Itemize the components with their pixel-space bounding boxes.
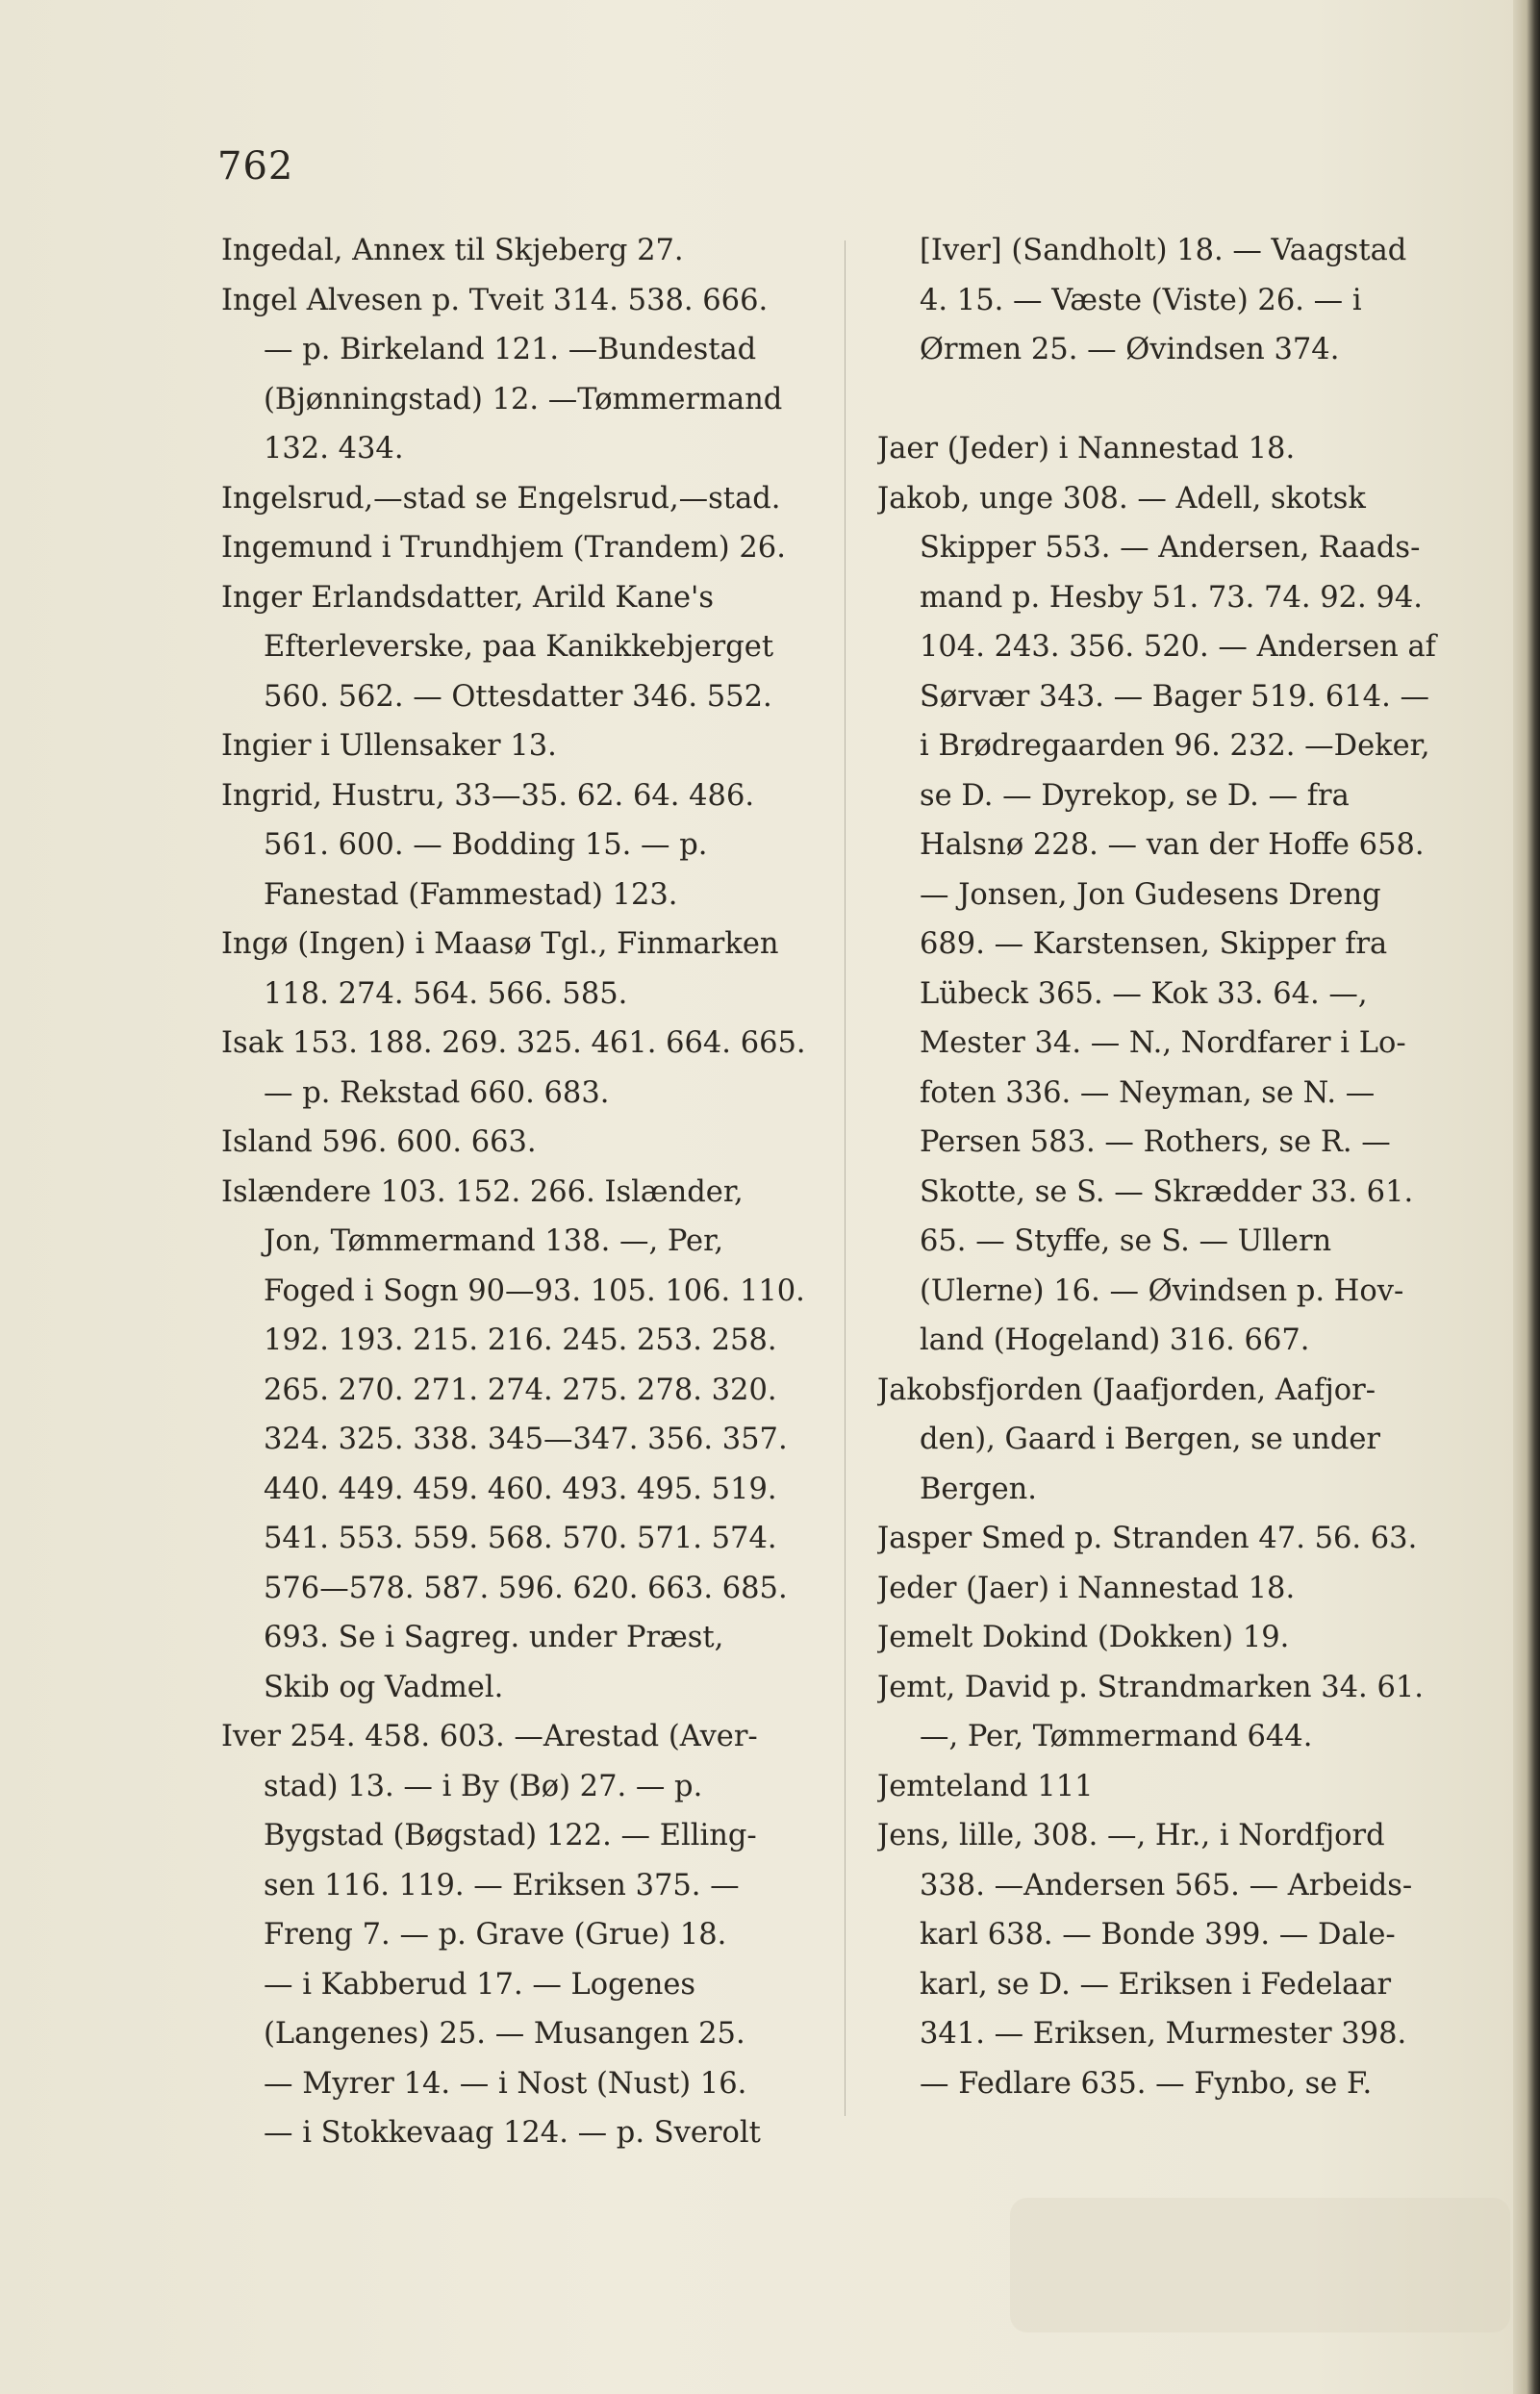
index-column-right (877, 226, 1493, 2108)
index-line: Jakob, unge 308. — Adell, skotsk (877, 481, 1366, 516)
index-line: — Jonsen, Jon Gudesens Dreng (920, 877, 1381, 912)
index-line: land (Hogeland) 316. 667. (920, 1323, 1310, 1357)
index-line: Skotte, se S. — Skrædder 33. 61. (920, 1174, 1414, 1209)
index-line: [Iver] (Sandholt) 18. — Vaagstad (920, 234, 1407, 267)
index-line: Skipper 553. — Andersen, Raads- (920, 531, 1421, 565)
index-line: 65. — Styffe, se S. — Ullern (920, 1224, 1332, 1258)
index-line: Islændere 103. 152. 266. Islænder, (221, 1174, 744, 1209)
index-line: karl 638. — Bonde 399. — Dale- (920, 1918, 1396, 1952)
index-line: 338. —Andersen 565. — Arbeids- (920, 1868, 1413, 1903)
index-line: Jasper Smed p. Stranden 47. 56. 63. (877, 1522, 1418, 1555)
index-line: Jemteland 111 (877, 1769, 1094, 1803)
index-line: se D. — Dyrekop, se D. — fra (920, 778, 1350, 813)
index-line: Lübeck 365. — Kok 33. 64. —, (920, 976, 1368, 1011)
index-line: — Myrer 14. — i Nost (Nust) 16. (264, 2066, 747, 2101)
index-line: 576—578. 587. 596. 620. 663. 685. (264, 1571, 788, 1605)
index-line: 440. 449. 459. 460. 493. 495. 519. (264, 1472, 777, 1506)
index-line: Ingemund i Trundhjem (Trandem) 26. (221, 531, 786, 565)
page-edge (1513, 0, 1540, 2394)
index-line: — i Kabberud 17. — Logenes (264, 1967, 696, 2002)
index-column-left (221, 226, 837, 2158)
index-line: 560. 562. — Ottesdatter 346. 552. (264, 679, 772, 714)
index-line: — Fedlare 635. — Fynbo, se F. (920, 2066, 1373, 2101)
index-line: 693. Se i Sagreg. under Præst, (264, 1621, 724, 1654)
index-line: 561. 600. — Bodding 15. — p. (264, 828, 708, 862)
index-line: den), Gaard i Bergen, se under (920, 1423, 1380, 1456)
index-line: Fanestad (Fammestad) 123. (264, 877, 678, 912)
index-line: 4. 15. — Væste (Viste) 26. — i (920, 283, 1362, 317)
page-number: 762 (217, 144, 294, 189)
index-line: (Bjønningstad) 12. —Tømmermand (264, 382, 783, 416)
index-line: Foged i Sogn 90—93. 105. 106. 110. (264, 1273, 805, 1308)
index-line: Jakobsfjorden (Jaafjorden, Aafjor- (877, 1373, 1376, 1407)
index-line: Jaer (Jeder) i Nannestad 18. (877, 432, 1296, 466)
index-line: sen 116. 119. — Eriksen 375. — (264, 1868, 740, 1903)
index-line: Ingrid, Hustru, 33—35. 62. 64. 486. (221, 778, 755, 813)
index-line: foten 336. — Neyman, se N. — (920, 1075, 1376, 1110)
index-line: 324. 325. 338. 345—347. 356. 357. (264, 1423, 788, 1456)
index-line: Persen 583. — Rothers, se R. — (920, 1125, 1391, 1159)
index-line: Ingelsrud,—stad se Engelsrud,—stad. (221, 481, 781, 516)
index-spacer (877, 375, 1493, 425)
paper-stain (1010, 2198, 1510, 2332)
index-line: i Brødregaarden 96. 232. —Deker, (920, 729, 1430, 763)
index-line: Ørmen 25. — Øvindsen 374. (920, 333, 1340, 366)
index-line: Jeder (Jaer) i Nannestad 18. (877, 1571, 1296, 1605)
index-line: mand p. Hesby 51. 73. 74. 92. 94. (920, 580, 1423, 615)
index-line: 192. 193. 215. 216. 245. 253. 258. (264, 1323, 777, 1357)
index-line: Bergen. (920, 1472, 1037, 1506)
index-line: Ingø (Ingen) i Maasø Tgl., Finmarken (221, 927, 779, 961)
index-line: Ingel Alvesen p. Tveit 314. 538. 666. (221, 283, 769, 317)
index-line: — p. Rekstad 660. 683. (264, 1075, 610, 1110)
index-line: Halsnø 228. — van der Hoffe 658. (920, 828, 1425, 862)
index-line: 689. — Karstensen, Skipper fra (920, 927, 1388, 961)
index-line: (Langenes) 25. — Musangen 25. (264, 2017, 745, 2051)
index-line: Jemelt Dokind (Dokken) 19. (877, 1621, 1290, 1654)
index-line: Ingier i Ullensaker 13. (221, 729, 557, 763)
index-line: Sørvær 343. — Bager 519. 614. — (920, 679, 1429, 714)
index-line: Inger Erlandsdatter, Arild Kane's (221, 580, 715, 615)
index-line: Jens, lille, 308. —, Hr., i Nordfjord (877, 1819, 1385, 1852)
index-line: 341. — Eriksen, Murmester 398. (920, 2017, 1407, 2051)
index-line: — p. Birkeland 121. —Bundestad (264, 333, 757, 366)
index-line: Jemt, David p. Strandmarken 34. 61. (877, 1670, 1424, 1704)
index-line: karl, se D. — Eriksen i Fedelaar (920, 1967, 1392, 2002)
column-divider (845, 240, 846, 2116)
index-line: Isak 153. 188. 269. 325. 461. 664. 665. (221, 1026, 806, 1060)
index-line: stad) 13. — i By (Bø) 27. — p. (264, 1769, 703, 1803)
index-line: Bygstad (Bøgstad) 122. — Elling- (264, 1819, 757, 1852)
index-line: Iver 254. 458. 603. —Arestad (Aver- (221, 1720, 758, 1753)
index-line: 104. 243. 356. 520. — Andersen af (920, 630, 1436, 664)
index-line: 118. 274. 564. 566. 585. (264, 976, 628, 1011)
index-line: 132. 434. (264, 432, 404, 466)
index-line: Efterleverske, paa Kanikkebjerget (264, 630, 774, 664)
index-line: 265. 270. 271. 274. 275. 278. 320. (264, 1373, 777, 1407)
index-line: Skib og Vadmel. (264, 1670, 504, 1704)
index-line: Ingedal, Annex til Skjeberg 27. (221, 234, 684, 267)
index-line: Jon, Tømmermand 138. —, Per, (264, 1224, 724, 1258)
index-line: — i Stokkevaag 124. — p. Sverolt (264, 2116, 761, 2150)
index-line: Freng 7. — p. Grave (Grue) 18. (264, 1918, 727, 1952)
index-line: 541. 553. 559. 568. 570. 571. 574. (264, 1522, 777, 1555)
index-line: Island 596. 600. 663. (221, 1125, 537, 1159)
index-line: —, Per, Tømmermand 644. (920, 1720, 1313, 1753)
index-line: (Ulerne) 16. — Øvindsen p. Hov- (920, 1273, 1404, 1308)
index-line: Mester 34. — N., Nordfarer i Lo- (920, 1026, 1406, 1060)
